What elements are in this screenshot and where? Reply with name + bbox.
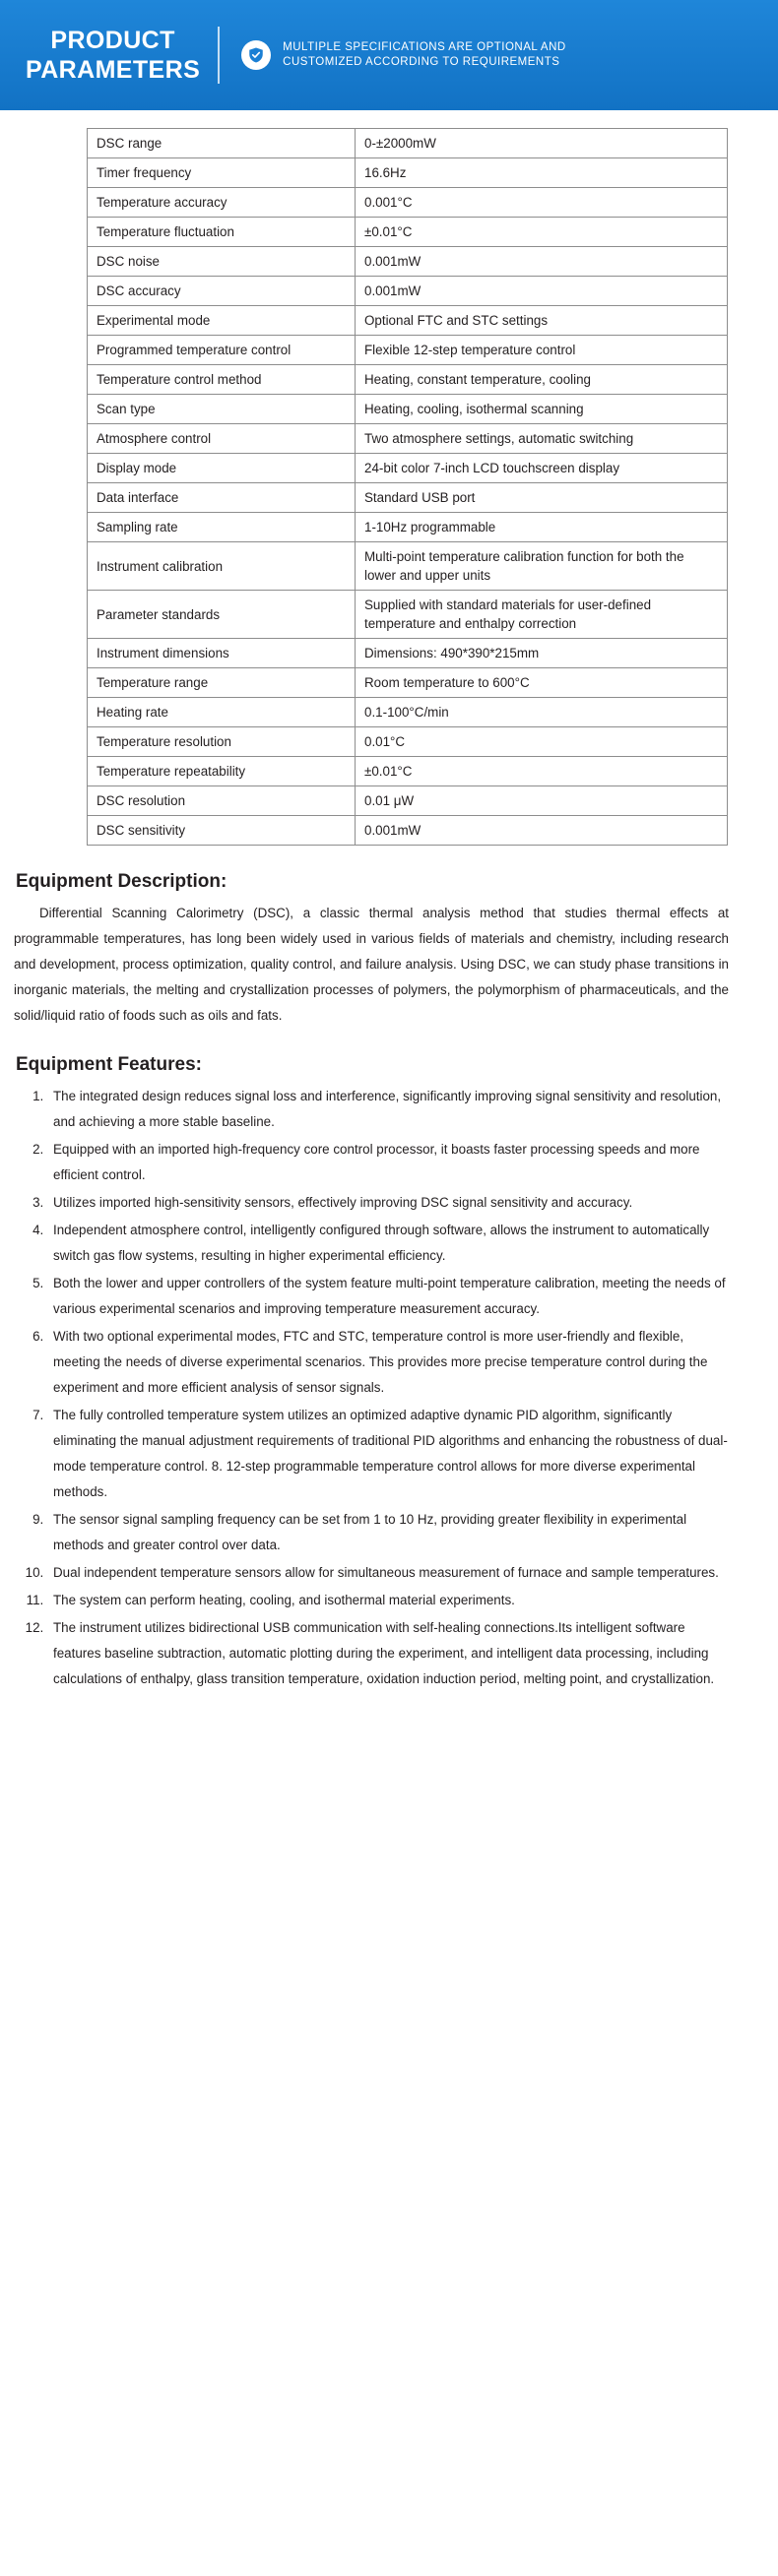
- spec-table-wrapper: [0, 110, 778, 846]
- table-row: [88, 513, 728, 542]
- equipment-description-body: Differential Scanning Calorimetry (DSC), a classic thermal analysis method that studies thermal effects at programmable temperatures, has long been widely used in various fields of materials and chemistry, including research and development, process optimization, quality control, and failure analysis. Using DSC, we can study phase transitions in inorganic materials, the melting and crystallization processes of polymers, the polymorphism of pharmaceuticals, and the solid/liquid ratio of foods such as oils and fats.: [14, 906, 729, 1023]
- spec-key: Data interface: [88, 483, 356, 513]
- equipment-features-list: [14, 1084, 729, 1692]
- list-item: 1. The integrated design reduces signal loss and interference, significantly improving signal sensitivity and resolution, and achieving a more stable baseline.: [47, 1084, 729, 1135]
- spec-key: DSC noise: [88, 247, 356, 277]
- spec-key: Parameter standards: [88, 591, 356, 639]
- equipment-description-text: [14, 901, 729, 1029]
- spec-key: DSC sensitivity: [88, 816, 356, 846]
- table-row: [88, 542, 728, 591]
- spec-value: ±0.01°C: [356, 218, 728, 247]
- spec-key: Instrument calibration: [88, 542, 356, 591]
- banner-title-line1: PRODUCT: [50, 27, 175, 54]
- equipment-description-heading: Equipment Description:: [16, 871, 227, 892]
- spec-value: 16.6Hz: [356, 158, 728, 188]
- table-row: [88, 158, 728, 188]
- list-item: 6. With two optional experimental modes, FTC and STC, temperature control is more user-friendly and flexible, meeting the needs of diverse experimental scenarios. This provides more precise temperature control during the experiment and more efficient analysis of sensor signals.: [47, 1324, 729, 1401]
- spec-key: Temperature repeatability: [88, 757, 356, 786]
- spec-key: DSC accuracy: [88, 277, 356, 306]
- check-shield-icon: [241, 40, 271, 70]
- banner-title-group: [26, 26, 241, 85]
- table-row: [88, 277, 728, 306]
- spec-value: 0.001mW: [356, 816, 728, 846]
- spec-key: Experimental mode: [88, 306, 356, 336]
- table-row: [88, 306, 728, 336]
- table-row: [88, 454, 728, 483]
- table-row: [88, 698, 728, 727]
- spec-key: DSC resolution: [88, 786, 356, 816]
- list-item: 12. The instrument utilizes bidirectional USB communication with self-healing connections.Its intelligent software features baseline subtraction, automatic plotting during the experiment, and intelligent data processing, including calculations of enthalpy, glass transition temperature, oxidation induction period, melting point, and crystallization.: [47, 1615, 729, 1692]
- spec-value: Two atmosphere settings, automatic switching: [356, 424, 728, 454]
- spec-key: Temperature fluctuation: [88, 218, 356, 247]
- table-row: [88, 757, 728, 786]
- table-row: [88, 668, 728, 698]
- spec-value: 24-bit color 7-inch LCD touchscreen display: [356, 454, 728, 483]
- list-item: 10. Dual independent temperature sensors allow for simultaneous measurement of furnace and sample temperatures.: [47, 1560, 729, 1586]
- spec-value: Standard USB port: [356, 483, 728, 513]
- spec-value: ±0.01°C: [356, 757, 728, 786]
- spec-key: Temperature resolution: [88, 727, 356, 757]
- equipment-features-heading: Equipment Features:: [16, 1054, 202, 1075]
- banner-title: [26, 26, 218, 85]
- spec-value: Dimensions: 490*390*215mm: [356, 639, 728, 668]
- equipment-description-section: [0, 871, 778, 1029]
- table-row: [88, 727, 728, 757]
- banner-subtitle-line1: MULTIPLE SPECIFICATIONS ARE OPTIONAL AND: [283, 41, 566, 53]
- spec-value: 0.001mW: [356, 277, 728, 306]
- spec-value: Flexible 12-step temperature control: [356, 336, 728, 365]
- banner-divider: [218, 27, 220, 84]
- table-row: [88, 218, 728, 247]
- table-row: [88, 247, 728, 277]
- list-item: 11. The system can perform heating, cooling, and isothermal material experiments.: [47, 1588, 729, 1613]
- spec-key: Sampling rate: [88, 513, 356, 542]
- table-row: [88, 188, 728, 218]
- spec-value: 0-±2000mW: [356, 129, 728, 158]
- equipment-features-section: [0, 1054, 778, 1692]
- table-row: [88, 786, 728, 816]
- header-banner: [0, 0, 778, 110]
- spec-key: Temperature control method: [88, 365, 356, 395]
- banner-subtitle: [283, 40, 566, 70]
- spec-key: Display mode: [88, 454, 356, 483]
- spec-key: Temperature accuracy: [88, 188, 356, 218]
- table-row: [88, 365, 728, 395]
- banner-title-line2: PARAMETERS: [26, 56, 201, 84]
- spec-value: Room temperature to 600°C: [356, 668, 728, 698]
- bottom-spacer: [0, 1694, 778, 1722]
- spec-value: 0.01°C: [356, 727, 728, 757]
- table-row: [88, 816, 728, 846]
- spec-key: DSC range: [88, 129, 356, 158]
- table-row: [88, 424, 728, 454]
- table-row: [88, 591, 728, 639]
- list-item: 7. The fully controlled temperature system utilizes an optimized adaptive dynamic PID algorithm, significantly eliminating the manual adjustment requirements of traditional PID algorithms and enhancing the robustness of dual-mode temperature control. 8. 12-step programmable temperature control allows for more diverse experimental methods.: [47, 1403, 729, 1505]
- spec-value: Supplied with standard materials for user-defined temperature and enthalpy correction: [356, 591, 728, 639]
- spec-value: 0.01 μW: [356, 786, 728, 816]
- table-row: [88, 129, 728, 158]
- spec-value: Heating, constant temperature, cooling: [356, 365, 728, 395]
- spec-value: Optional FTC and STC settings: [356, 306, 728, 336]
- list-item: 4. Independent atmosphere control, intelligently configured through software, allows the instrument to automatically switch gas flow systems, resulting in higher experimental efficiency.: [47, 1218, 729, 1269]
- table-row: [88, 336, 728, 365]
- spec-value: Heating, cooling, isothermal scanning: [356, 395, 728, 424]
- banner-subtitle-line2: CUSTOMIZED ACCORDING TO REQUIREMENTS: [283, 56, 560, 68]
- spec-key: Scan type: [88, 395, 356, 424]
- list-item: 3. Utilizes imported high-sensitivity sensors, effectively improving DSC signal sensitivity and accuracy.: [47, 1190, 729, 1216]
- spec-key: Timer frequency: [88, 158, 356, 188]
- table-row: [88, 639, 728, 668]
- list-item: 5. Both the lower and upper controllers of the system feature multi-point temperature calibration, meeting the needs of various experimental scenarios and improving temperature measurement accuracy.: [47, 1271, 729, 1322]
- spec-table: [87, 128, 728, 846]
- spec-value: 0.1-100°C/min: [356, 698, 728, 727]
- spec-key: Heating rate: [88, 698, 356, 727]
- spec-key: Temperature range: [88, 668, 356, 698]
- list-item: 9. The sensor signal sampling frequency can be set from 1 to 10 Hz, providing greater flexibility in experimental methods and greater control over data.: [47, 1507, 729, 1558]
- spec-key: Programmed temperature control: [88, 336, 356, 365]
- table-row: [88, 395, 728, 424]
- spec-value: 0.001°C: [356, 188, 728, 218]
- list-item: 2. Equipped with an imported high-frequency core control processor, it boasts faster processing speeds and more efficient control.: [47, 1137, 729, 1188]
- banner-subtitle-group: [241, 40, 752, 70]
- table-row: [88, 483, 728, 513]
- spec-key: Instrument dimensions: [88, 639, 356, 668]
- spec-key: Atmosphere control: [88, 424, 356, 454]
- spec-value: 0.001mW: [356, 247, 728, 277]
- spec-value: Multi-point temperature calibration function for both the lower and upper units: [356, 542, 728, 591]
- spec-value: 1-10Hz programmable: [356, 513, 728, 542]
